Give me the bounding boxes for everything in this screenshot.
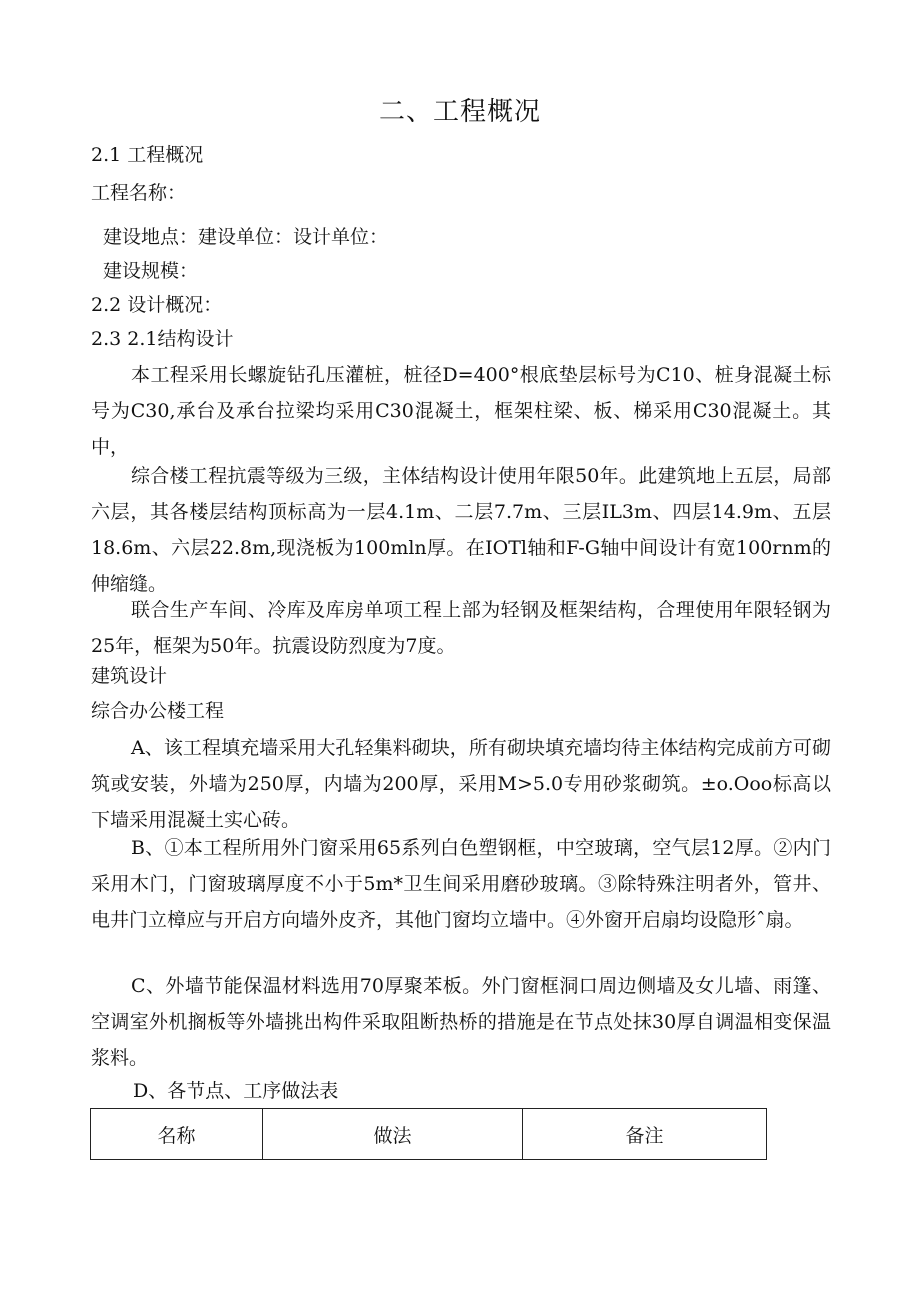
build-scale-label: 建设规模：: [103, 260, 199, 282]
paragraph-seismic: 综合楼工程抗震等级为三级，主体结构设计使用年限50年。此建筑地上五层，局部六层，其各楼层结构顶标高为一层4.1m、二层7.7m、三层IL3m、四层14.9m、五层18.6m、六层22.8m,现浇板为100mln厚。在IOTl轴和F-G轴中间设计有宽100rnm的伸缩缝。: [91, 465, 831, 595]
procedure-table: [90, 1108, 767, 1160]
section-heading-2-3: 2.3 2.1结构设计: [91, 328, 234, 350]
heading-architecture-design: 建筑设计: [91, 665, 168, 687]
section-heading-2-1: 2.1 工程概况: [91, 144, 204, 166]
paragraph-workshop: 联合生产车间、冷库及库房单项工程上部为轻钢及框架结构，合理使用年限轻钢为25年，框架为50年。抗震设防烈度为7度。: [91, 599, 831, 657]
project-name-label: 工程名称：: [91, 182, 187, 204]
table-header-row: [91, 1109, 767, 1160]
paragraph-item-a: A、该工程填充墙采用大孔轻集料砌块，所有砌块填充墙均待主体结构完成前方可砌筑或安装，外墙为250厚，内墙为200厚，采用M>5.0专用砂浆砌筑。±o.Ooo标高以下墙采用混凝土实心砖。: [91, 737, 831, 831]
paragraph-item-c: C、外墙节能保温材料选用70厚聚苯板。外门窗框洞口周边侧墙及女儿墙、雨篷、空调室外机搁板等外墙挑出构件采取阻断热桥的措施是在节点处抹30厚自调温相变保温浆料。: [91, 975, 831, 1069]
build-info-labels: 建设地点：建设单位：设计单位：: [103, 226, 389, 248]
table-header-method: 做法: [263, 1109, 523, 1160]
paragraph-structure: 本工程采用长螺旋钻孔压灌桩，桩径D=400°根底垫层标号为C10、桩身混凝土标号为C30,承台及承台拉梁均采用C30混凝土，框架柱梁、板、梯采用C30混凝土。其中，: [91, 364, 831, 458]
paragraph-item-b: B、①本工程所用外门窗采用65系列白色塑钢框，中空玻璃，空气层12厚。②内门采用木门，门窗玻璃厚度不小于5m*卫生间采用磨砂玻璃。③除特殊注明者外，管井、电井门立樟应与开启方向墙外皮齐，其他门窗均立墙中。④外窗开启扇均设隐形ˆ扇。: [91, 837, 831, 931]
page-title: 二、工程概况: [378, 97, 541, 127]
table-caption: D、各节点、工序做法表: [133, 1080, 339, 1102]
heading-office-building: 综合办公楼工程: [91, 700, 225, 722]
table-header-remark: 备注: [523, 1109, 767, 1160]
table-header-name: 名称: [91, 1109, 263, 1160]
section-heading-2-2: 2.2 设计概况：: [91, 294, 223, 316]
